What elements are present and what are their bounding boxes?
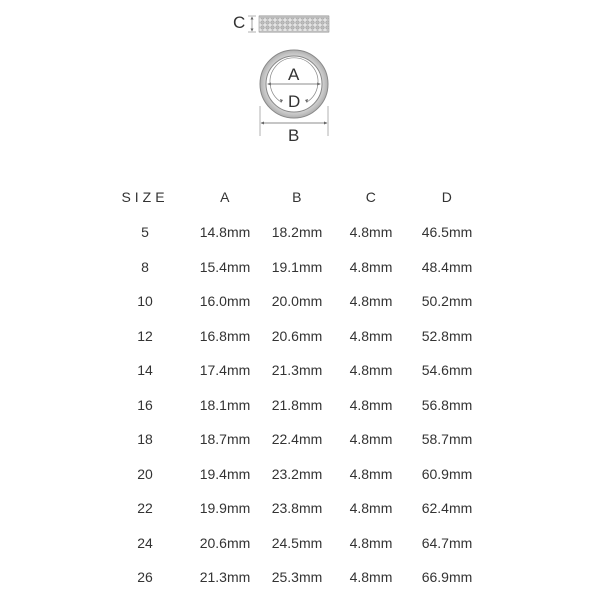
cell-c: 4.8mm — [349, 224, 393, 240]
cell-b: 21.8mm — [271, 397, 323, 413]
cell-b: 18.2mm — [271, 224, 323, 240]
cell-d: 50.2mm — [421, 293, 473, 309]
cell-size: 14 — [137, 362, 153, 378]
table-row — [0, 362, 600, 386]
cell-size: 18 — [137, 431, 153, 447]
cell-c: 4.8mm — [349, 362, 393, 378]
cell-b: 25.3mm — [271, 569, 323, 585]
cell-a: 20.6mm — [199, 535, 251, 551]
cell-b: 23.2mm — [271, 466, 323, 482]
cell-d: 48.4mm — [421, 259, 473, 275]
cell-a: 18.7mm — [199, 431, 251, 447]
cell-a: 14.8mm — [199, 224, 251, 240]
cell-c: 4.8mm — [349, 466, 393, 482]
cell-a: 16.0mm — [199, 293, 251, 309]
table-row — [0, 224, 600, 248]
cell-a: 15.4mm — [199, 259, 251, 275]
cell-b: 23.8mm — [271, 500, 323, 516]
cell-c: 4.8mm — [349, 259, 393, 275]
cell-c: 4.8mm — [349, 293, 393, 309]
cell-a: 19.9mm — [199, 500, 251, 516]
cell-b: 20.6mm — [271, 328, 323, 344]
header-a: A — [220, 189, 230, 205]
cell-d: 60.9mm — [421, 466, 473, 482]
cell-size: 12 — [137, 328, 153, 344]
cell-b: 22.4mm — [271, 431, 323, 447]
cell-c: 4.8mm — [349, 397, 393, 413]
cell-d: 46.5mm — [421, 224, 473, 240]
cell-d: 64.7mm — [421, 535, 473, 551]
label-b: B — [288, 126, 300, 145]
cell-a: 19.4mm — [199, 466, 251, 482]
ring-diagram-icon — [0, 0, 600, 150]
cell-d: 62.4mm — [421, 500, 473, 516]
cell-c: 4.8mm — [349, 431, 393, 447]
cell-size: 5 — [141, 224, 149, 240]
table-row — [0, 397, 600, 421]
cell-size: 24 — [137, 535, 153, 551]
cell-d: 58.7mm — [421, 431, 473, 447]
cell-b: 20.0mm — [271, 293, 323, 309]
cell-size: 10 — [137, 293, 153, 309]
header-size: SIZE — [121, 189, 169, 205]
cell-c: 4.8mm — [349, 500, 393, 516]
cell-d: 52.8mm — [421, 328, 473, 344]
cell-a: 21.3mm — [199, 569, 251, 585]
cell-b: 21.3mm — [271, 362, 323, 378]
cell-size: 8 — [141, 259, 149, 275]
table-row — [0, 500, 600, 524]
cell-c: 4.8mm — [349, 569, 393, 585]
cell-size: 26 — [137, 569, 153, 585]
table-row — [0, 466, 600, 490]
table-row — [0, 431, 600, 455]
table-row — [0, 293, 600, 317]
cell-d: 56.8mm — [421, 397, 473, 413]
cell-d: 54.6mm — [421, 362, 473, 378]
cell-a: 17.4mm — [199, 362, 251, 378]
table-row — [0, 569, 600, 593]
cell-size: 20 — [137, 466, 153, 482]
cell-a: 16.8mm — [199, 328, 251, 344]
header-d: D — [441, 189, 453, 205]
band-side-view — [248, 16, 329, 32]
cell-c: 4.8mm — [349, 328, 393, 344]
label-d: D — [288, 92, 301, 111]
header-b: B — [292, 189, 302, 205]
cell-b: 24.5mm — [271, 535, 323, 551]
label-a: A — [288, 65, 300, 84]
cell-size: 22 — [137, 500, 153, 516]
ring-dimension-diagram — [0, 0, 600, 150]
header-c: C — [365, 189, 377, 205]
cell-b: 19.1mm — [271, 259, 323, 275]
cell-d: 66.9mm — [421, 569, 473, 585]
cell-c: 4.8mm — [349, 535, 393, 551]
table-row — [0, 535, 600, 559]
table-row — [0, 259, 600, 283]
table-row — [0, 328, 600, 352]
cell-size: 16 — [137, 397, 153, 413]
table-header-row — [0, 189, 600, 213]
cell-a: 18.1mm — [199, 397, 251, 413]
label-c: C — [233, 13, 246, 32]
